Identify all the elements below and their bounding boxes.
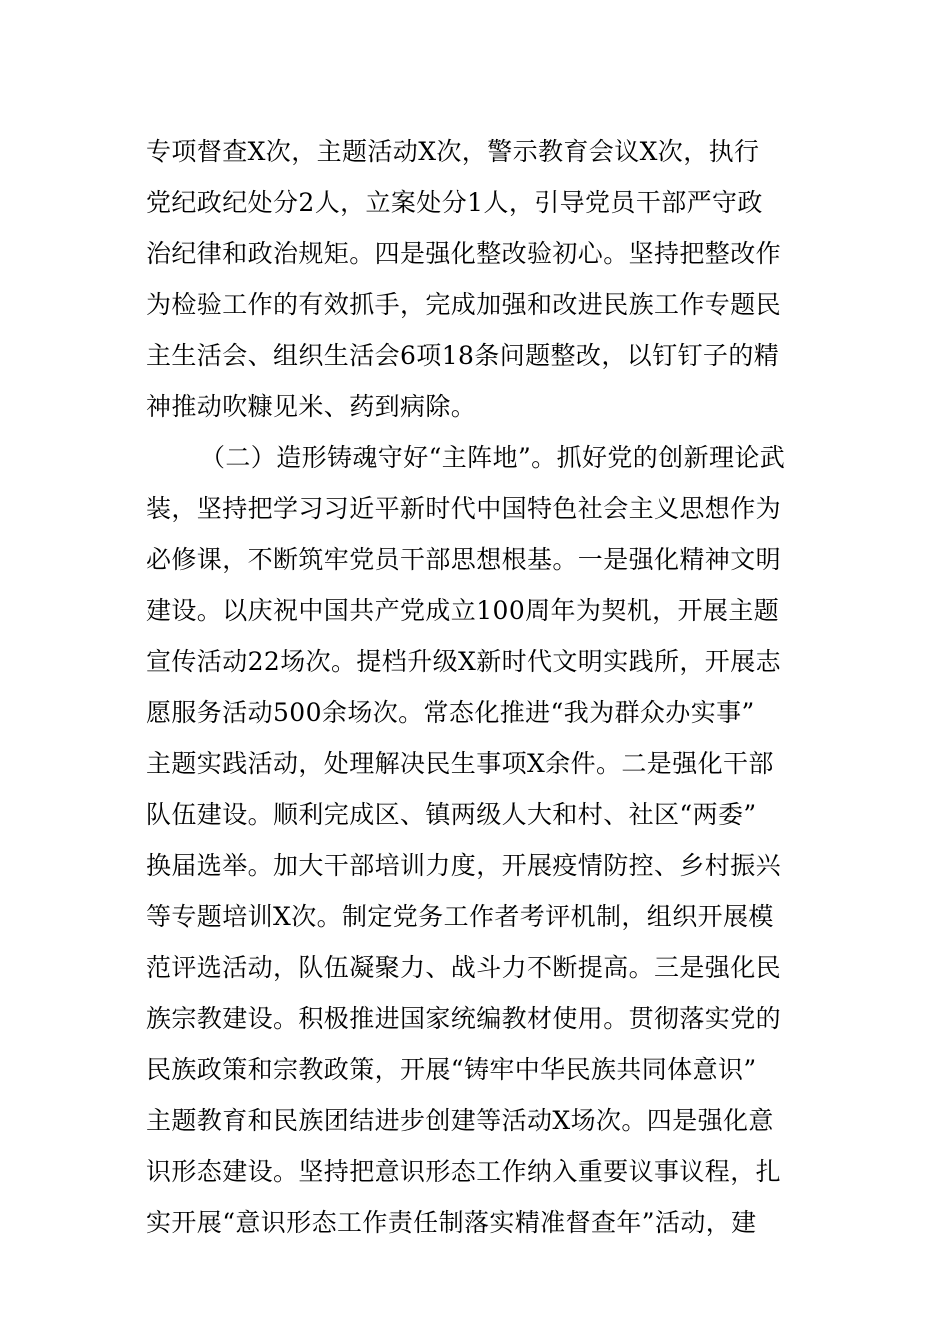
text-line: 范评选活动，队伍凝聚力、战斗力不断提高。三是强化民 — [146, 953, 782, 982]
text-line: 主生活会、组织生活会6项18条问题整改，以钉钉子的精 — [146, 341, 780, 370]
text-line: 识形态建设。坚持把意识形态工作纳入重要议事议程，扎 — [146, 1157, 782, 1186]
text-line: 实开展“意识形态工作责任制落实精准督查年”活动，建 — [146, 1208, 757, 1237]
text-line: 必修课，不断筑牢党员干部思想根基。一是强化精神文明 — [146, 545, 782, 574]
text-line: 为检验工作的有效抓手，完成加强和改进民族工作专题民 — [146, 290, 782, 319]
text-line: 主题实践活动，处理解决民生事项X余件。二是强化干部 — [146, 749, 774, 778]
text-line: 队伍建设。顺利完成区、镇两级人大和村、社区“两委” — [146, 800, 757, 829]
text-line: 装，坚持把学习习近平新时代中国特色社会主义思想作为 — [146, 494, 782, 523]
text-line: 治纪律和政治规矩。四是强化整改验初心。坚持把整改作 — [146, 239, 782, 268]
text-line: 族宗教建设。积极推进国家统编教材使用。贯彻落实党的 — [146, 1004, 782, 1033]
text-line: 换届选举。加大干部培训力度，开展疫情防控、乡村振兴 — [146, 851, 782, 880]
section-heading-line: （二）造形铸魂守好“主阵地”。抓好党的创新理论武 — [200, 443, 786, 472]
text-line: 等专题培训X次。制定党务工作者考评机制，组织开展模 — [146, 902, 774, 931]
text-line: 宣传活动22场次。提档升级X新时代文明实践所，开展志 — [146, 647, 782, 676]
text-line: 党纪政纪处分2人，立案处分1人，引导党员干部严守政 — [146, 188, 763, 217]
text-line: 主题教育和民族团结进步创建等活动X场次。四是强化意 — [146, 1106, 774, 1135]
text-line: 专项督查X次，主题活动X次，警示教育会议X次，执行 — [146, 137, 760, 166]
text-line: 神推动吹糠见米、药到病除。 — [146, 392, 477, 421]
text-line: 愿服务活动500余场次。常态化推进“我为群众办实事” — [146, 698, 755, 727]
text-line: 建设。以庆祝中国共产党成立100周年为契机，开展主题 — [146, 596, 780, 625]
text-line: 民族政策和宗教政策，开展“铸牢中华民族共同体意识” — [146, 1055, 757, 1084]
